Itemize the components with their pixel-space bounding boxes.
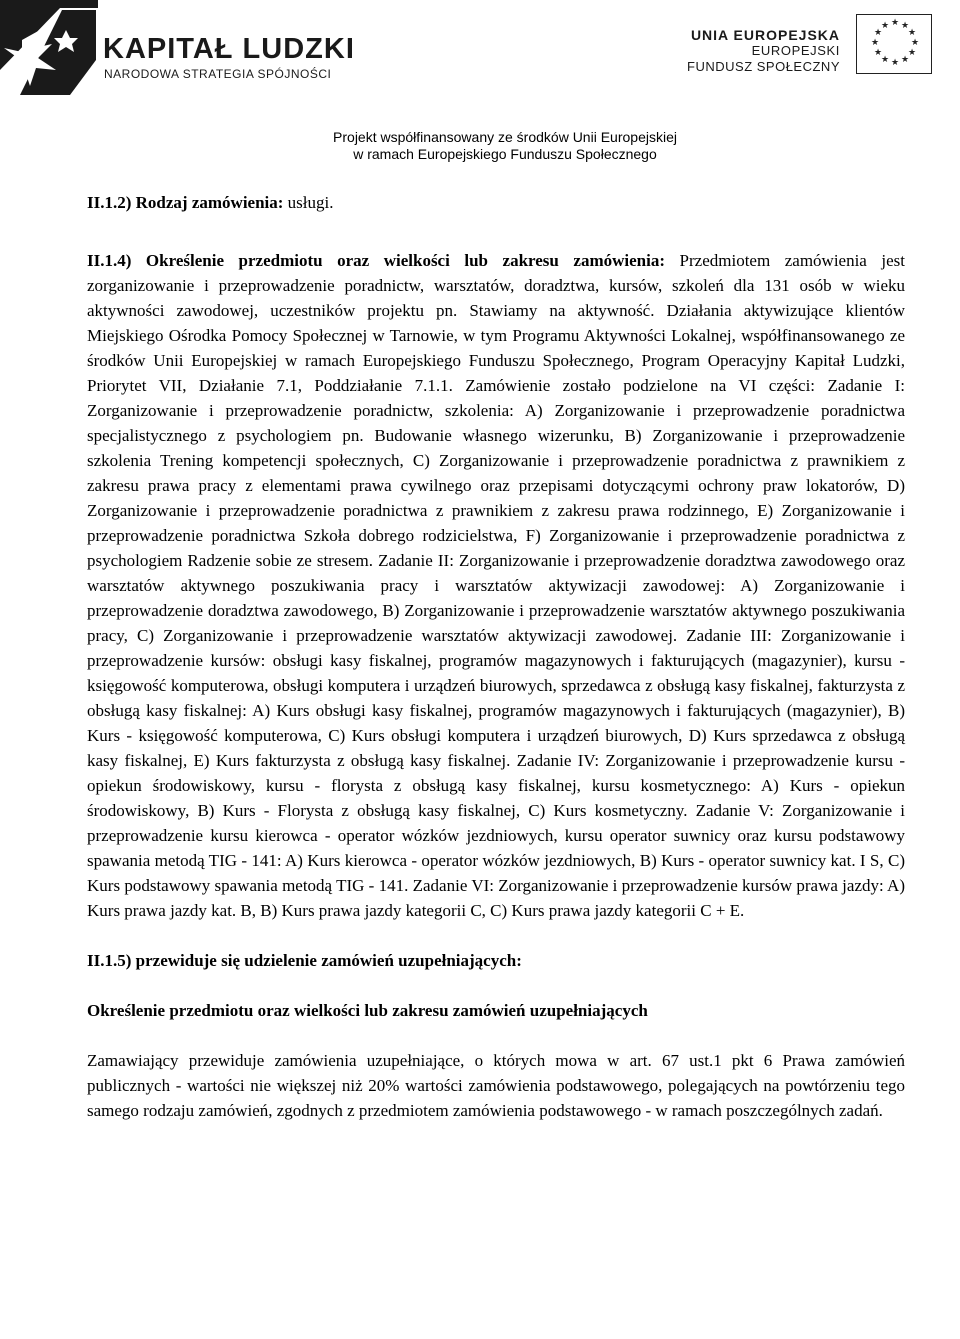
page-header (0, 0, 960, 175)
section-ii-1-5-body: Zamawiający przewiduje zamówienia uzupełniające, o których mowa w art. 67 ust.1 pkt 6 Prawa zamówień publicznych - wartości nie większej niż 20% wartości zamówienia podstawowego, polegających na powtórzeniu tego samego rodzaju zamówień, zgodnych z przedmiotem zamówienia podstawowego - w ramach poszczególnych zadań. (87, 1051, 905, 1120)
section-ii-1-5-subheading-text: Określenie przedmiotu oraz wielkości lub zakresu zamówień uzupełniających (87, 1001, 648, 1020)
section-ii-1-2-value: usługi. (287, 193, 334, 212)
svg-text:★: ★ (874, 28, 883, 38)
section-ii-1-2-heading: II.1.2) Rodzaj zamówienia: (87, 193, 284, 212)
svg-text:★: ★ (874, 48, 883, 58)
eu-line-1: UNIA EUROPEJSKA (690, 27, 840, 43)
section-ii-1-5-heading-text: II.1.5) przewiduje się udzielenie zamówień uzupełniających: (87, 951, 522, 970)
section-ii-1-4-body: Przedmiotem zamówienia jest zorganizowanie i przeprowadzenie poradnictw, warsztatów, doradztwa, kursów, szkoleń dla 131 osób w wieku aktywności zawodowej, uczestników projektu pn. Stawiamy na aktywność. Działania aktywizujące klientów Miejskiego Ośrodka Pomocy Społecznej w Tarnowie, w tym Programu Aktywności Lokalnej, współfinansowanego ze środków Unii Europejskiej w ramach Europejskiego Funduszu Społecznego, Program Operacyjny Kapitał Ludzki, Priorytet VII, Działanie 7.1, Poddziałanie 7.1.1. Zamówienie zostało podzielone na VI części: Zadanie I: Zorganizowanie i przeprowadzenie poradnictw, szkolenia: A) Zorganizowanie i przeprowadzenie poradnictwa specjalistycznego z psychologiem pn. Budowanie własnego wizerunku, B) Zorganizowanie i przeprowadzenie szkolenia Trening kompetencji społecznych, C) Zorganizowanie i przeprowadzenie poradnictwa z prawnikiem z zakresu prawa pracy z elementami prawa cywilnego oraz przepisami dotyczącymi ochrony praw lokatorów, D) Zorganizowanie i przeprowadzenie poradnictwa z prawnikiem z zakresu prawa rodzinnego, E) Zorganizowanie i przeprowadzenie poradnictwa Szkoła dobrego rodzicielstwa, F) Zorganizowanie i przeprowadzenie poradnictwa z psychologiem Radzenie sobie ze stresem. Zadanie II: Zorganizowanie i przeprowadzenie doradztwa zawodowego oraz warsztatów aktywnego poszukiwania pracy i warsztatów aktywizacji zawodowej: A) Zorganizowanie i przeprowadzenie doradztwa zawodowego, B) Zorganizowanie i przeprowadzenie warsztatów aktywnego poszukiwania pracy, C) Zorganizowanie i przeprowadzenie warsztatów aktywizacji zawodowej. Zadanie III: Zorganizowanie i przeprowadzenie kursów: obsługi kasy fiskalnej, programów magazynowych i fakturujących (magazynier), kursu - księgowość komputerowa, obsługi komputera i urządzeń biurowych, sprzedawca z obsługą kasy fiskalnej, fakturzysta z obsługą kasy fiskalnej: A) Kurs obsługi kasy fiskalnej, programów magazynowych i fakturujących (magazynier), B) Kurs - księgowość komputerowa, C) Kurs obsługi komputera i urządzeń biurowych, D) Kurs sprzedawca z obsługą kasy fiskalnej, E) Kurs fakturzysta z obsługą kasy fiskalnej. Zadanie IV: Zorganizowanie i przeprowadzenie kursu - opiekun środowiskowy, kursu - florysta z obsługą kasy fiskalnej, kursu kosmetycznego: A) Kurs - opiekun środowiskowy, B) Kurs - Florysta z obsługą kasy fiskalnej, C) Kurs kosmetyczny. Zadanie V: Zorganizowanie i przeprowadzenie kursu kierowca - operator wózków jezdniowych, kursu operator suwnicy oraz kursu podstawowy spawania metodą TIG - 141: A) Kurs kierowca - operator wózków jezdniowych, B) Kurs - operator suwnicy kat. I S, C) Kurs podstawowy spawania metodą TIG - 141. Zadanie VI: Zorganizowanie i przeprowadzenie kursów prawa jazdy: A) Kurs prawa jazdy kat. B, B) Kurs prawa jazdy kategorii C, C) Kurs prawa jazdy kategorii C + E. (87, 251, 905, 920)
kapital-ludzki-title: KAPITAŁ LUDZKI (103, 33, 355, 65)
svg-text:★: ★ (908, 28, 917, 38)
project-cofinancing-note (240, 129, 770, 163)
svg-text:★: ★ (908, 48, 917, 58)
section-ii-1-4 (87, 248, 905, 923)
section-ii-1-4-heading: II.1.4) Określenie przedmiotu oraz wielkości lub zakresu zamówienia: (87, 251, 666, 270)
svg-text:★: ★ (891, 18, 900, 28)
svg-text:★: ★ (901, 55, 910, 65)
project-note-line-1: Projekt współfinansowany ze środków Unii Europejskiej (333, 129, 677, 145)
section-ii-1-5-subheading (87, 998, 905, 1023)
svg-text:★: ★ (891, 58, 900, 68)
kapital-ludzki-subtitle: NARODOWA STRATEGIA SPÓJNOŚCI (104, 67, 332, 81)
svg-text:★: ★ (881, 55, 890, 65)
eu-line-2: EUROPEJSKI (751, 43, 840, 58)
svg-text:★: ★ (901, 21, 910, 31)
document-body (87, 190, 905, 1123)
section-ii-1-2 (87, 190, 905, 215)
svg-text:★: ★ (911, 38, 920, 48)
svg-text:★: ★ (881, 21, 890, 31)
eu-text-block (645, 27, 840, 75)
kapital-ludzki-logo-icon (0, 0, 98, 98)
project-note-line-2: w ramach Europejskiego Funduszu Społecznego (353, 146, 657, 162)
svg-text:★: ★ (871, 38, 880, 48)
section-ii-1-5-heading (87, 948, 905, 973)
eu-flag-icon (856, 14, 932, 74)
eu-line-3: FUNDUSZ SPOŁECZNY (687, 59, 840, 74)
